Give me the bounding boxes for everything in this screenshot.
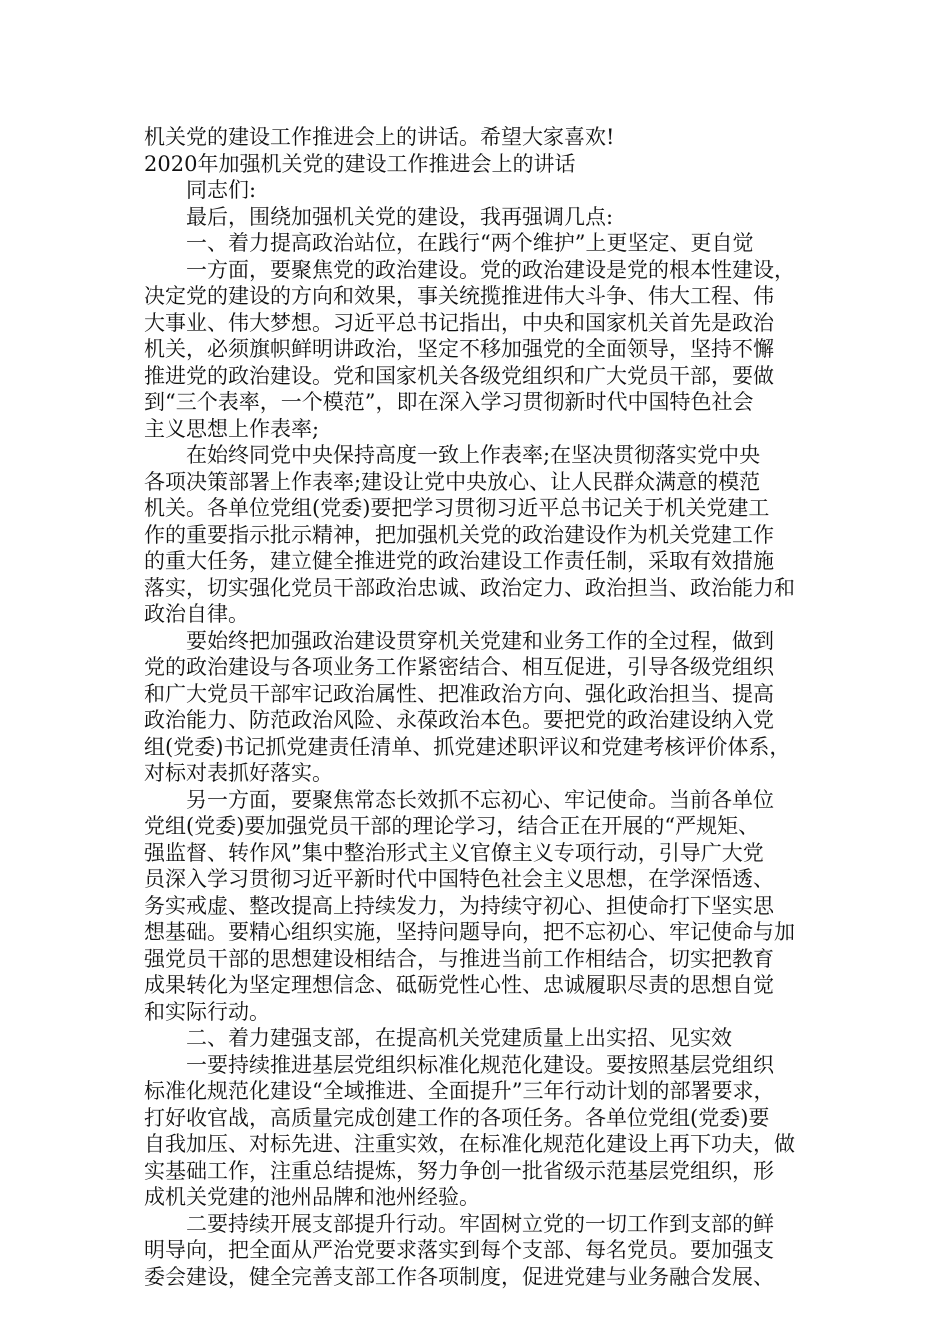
text-line: 要始终把加强政治建设贯穿机关党建和业务工作的全过程，做到 <box>186 628 774 653</box>
text-line: 对标对表抓好落实。 <box>144 761 333 785</box>
text-line: 强监督、转作风”集中整治形式主义官僚主义专项行动，引导广大党 <box>144 840 764 865</box>
section-heading: 二、着力建强支部，在提高机关党建质量上出实招、见实效 <box>186 1026 732 1050</box>
salutation: 同志们: <box>186 178 257 202</box>
text-line: 强党员干部的思想建设相结合，与推进当前工作相结合，切实把教育 <box>144 946 774 971</box>
text-line: 的重大任务，建立健全推进党的政治建设工作责任制，采取有效措施 <box>144 549 774 573</box>
text-line: 大事业、伟大梦想。习近平总书记指出，中央和国家机关首先是政治 <box>144 310 774 335</box>
text-line: 成机关党建的池州品牌和池州经验。 <box>144 1185 480 1209</box>
document-title: 2020年加强机关党的建设工作推进会上的讲话 <box>144 151 576 176</box>
text-line: 实基础工作，注重总结提炼，努力争创一批省级示范基层党组织，形 <box>144 1158 774 1183</box>
text-line: 决定党的建设的方向和效果，事关统揽推进伟大斗争、伟大工程、伟 <box>144 284 774 308</box>
text-line: 另一方面，要聚焦常态长效抓不忘初心、牢记使命。当前各单位 <box>186 787 774 812</box>
text-line: 党组(党委)要加强党员干部的理论学习，结合正在开展的“严规矩、 <box>144 814 760 838</box>
section-heading: 一、着力提高政治站位，在践行“两个维护”上更坚定、更自觉 <box>186 231 754 255</box>
text-line: 在始终同党中央保持高度一致上作表率;在坚决贯彻落实党中央 <box>186 443 761 467</box>
text-line: 机关。各单位党组(党委)要把学习贯彻习近平总书记关于机关党建工 <box>144 496 770 520</box>
text-line: 推进党的政治建设。党和国家机关各级党组织和广大党员干部，要做 <box>144 363 774 388</box>
text-line: 一方面，要聚焦党的政治建设。党的政治建设是党的根本性建设， <box>186 257 795 282</box>
text-line: 落实，切实强化党员干部政治忠诚、政治定力、政治担当、政治能力和 <box>144 575 795 600</box>
text-line: 政治自律。 <box>144 602 249 626</box>
text-line: 自我加压、对标先进、注重实效，在标准化规范化建设上再下功夫，做 <box>144 1132 795 1156</box>
text-line: 一要持续推进基层党组织标准化规范化建设。要按照基层党组织 <box>186 1052 774 1077</box>
text-line: 和广大党员干部牢记政治属性、把准政治方向、强化政治担当、提高 <box>144 681 774 706</box>
text-line: 务实戒虚、整改提高上持续发力，为持续守初心、担使命打下坚实思 <box>144 893 774 918</box>
text-line: 委会建设，健全完善支部工作各项制度，促进党建与业务融合发展、 <box>144 1264 774 1289</box>
text-line: 想基础。要精心组织实施，坚持问题导向，把不忘初心、牢记使命与加 <box>144 920 795 944</box>
text-line: 到“三个表率，一个模范”，即在深入学习贯彻新时代中国特色社会 <box>144 390 754 414</box>
text-line: 作的重要指示批示精神，把加强机关党的政治建设作为机关党建工作 <box>144 522 774 547</box>
text-line: 标准化规范化建设“全域推进、全面提升”三年行动计划的部署要求， <box>144 1079 775 1103</box>
text-line: 政治能力、防范政治风险、永葆政治本色。要把党的政治建设纳入党 <box>144 708 774 732</box>
text-line: 各项决策部署上作表率;建设让党中央放心、让人民群众满意的模范 <box>144 469 761 494</box>
document-body <box>144 124 816 1290</box>
text-line: 机关，必须旗帜鲜明讲政治，坚定不移加强党的全面领导，坚持不懈 <box>144 337 774 361</box>
text-line: 和实际行动。 <box>144 999 270 1024</box>
text-line: 组(党委)书记抓党建责任清单、抓党建述职评议和党建考核评价体系， <box>144 734 791 759</box>
text-line: 员深入学习贯彻习近平新时代中国特色社会主义思想，在学深悟透、 <box>144 867 774 891</box>
text-line: 二要持续开展支部提升行动。牢固树立党的一切工作到支部的鲜 <box>186 1211 774 1236</box>
text-line: 成果转化为坚定理想信念、砥砺党性心性、忠诚履职尽责的思想自觉 <box>144 973 774 997</box>
text-line: 主义思想上作表率; <box>144 416 320 441</box>
text-line: 打好收官战，高质量完成创建工作的各项任务。各单位党组(党委)要 <box>144 1105 770 1130</box>
text-line: 党的政治建设与各项业务工作紧密结合、相互促进，引导各级党组织 <box>144 655 774 679</box>
text-line: 明导向，把全面从严治党要求落实到每个支部、每名党员。要加强支 <box>144 1238 774 1262</box>
text-line: 机关党的建设工作推进会上的讲话。希望大家喜欢! <box>144 125 615 149</box>
text-line: 最后，围绕加强机关党的建设，我再强调几点: <box>186 204 614 229</box>
